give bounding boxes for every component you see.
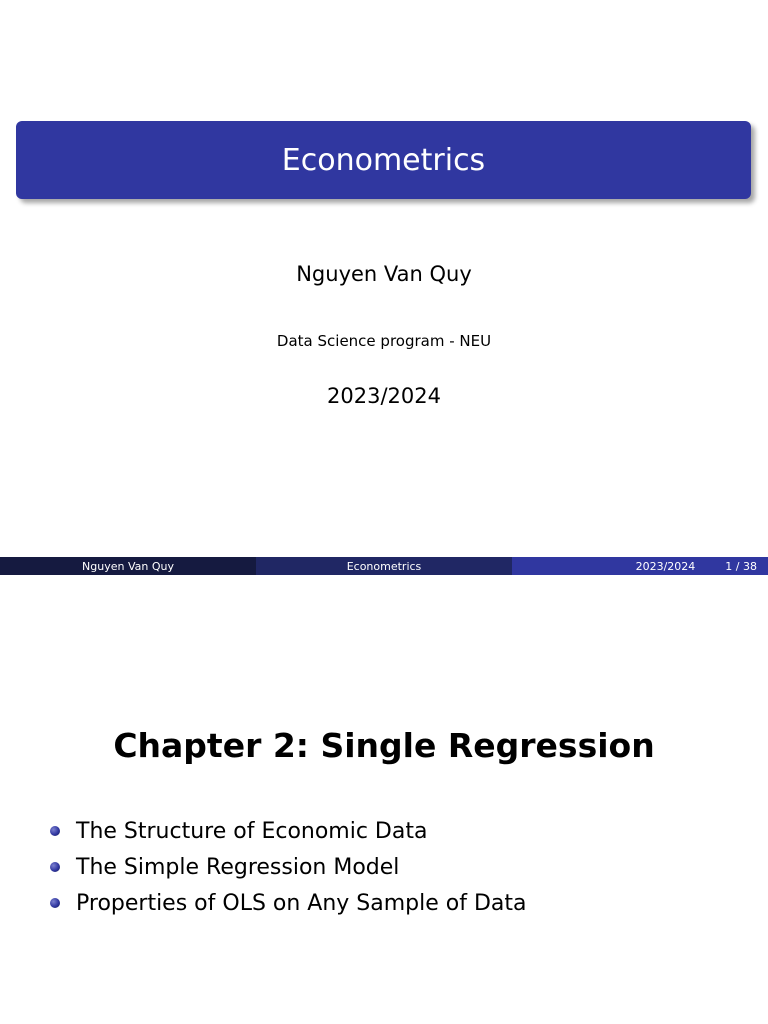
bullet-text: The Simple Regression Model — [76, 854, 400, 880]
list-item — [48, 885, 527, 921]
bullet-text: Properties of OLS on Any Sample of Data — [76, 890, 527, 916]
list-item — [48, 813, 527, 849]
footer-title: Econometrics — [256, 557, 512, 575]
author-name: Nguyen Van Quy — [296, 262, 472, 286]
list-item — [48, 849, 527, 885]
chapter-slide — [0, 576, 768, 1024]
bullet-icon — [50, 898, 60, 908]
slide-footer — [0, 557, 768, 575]
bullet-icon — [50, 862, 60, 872]
bullet-text: The Structure of Economic Data — [76, 818, 428, 844]
presentation-title: Econometrics — [281, 142, 486, 178]
title-box — [16, 121, 751, 199]
footer-author: Nguyen Van Quy — [0, 557, 256, 575]
presentation-date: 2023/2024 — [327, 384, 441, 408]
page-number: 1 / 38 — [725, 559, 757, 573]
footer-date: 2023/2024 — [635, 559, 696, 573]
institute-name: Data Science program - NEU — [276, 332, 492, 350]
bullet-icon — [50, 826, 60, 836]
chapter-title: Chapter 2: Single Regression — [113, 726, 655, 765]
footer-right — [512, 557, 768, 575]
bullet-list — [48, 813, 527, 921]
